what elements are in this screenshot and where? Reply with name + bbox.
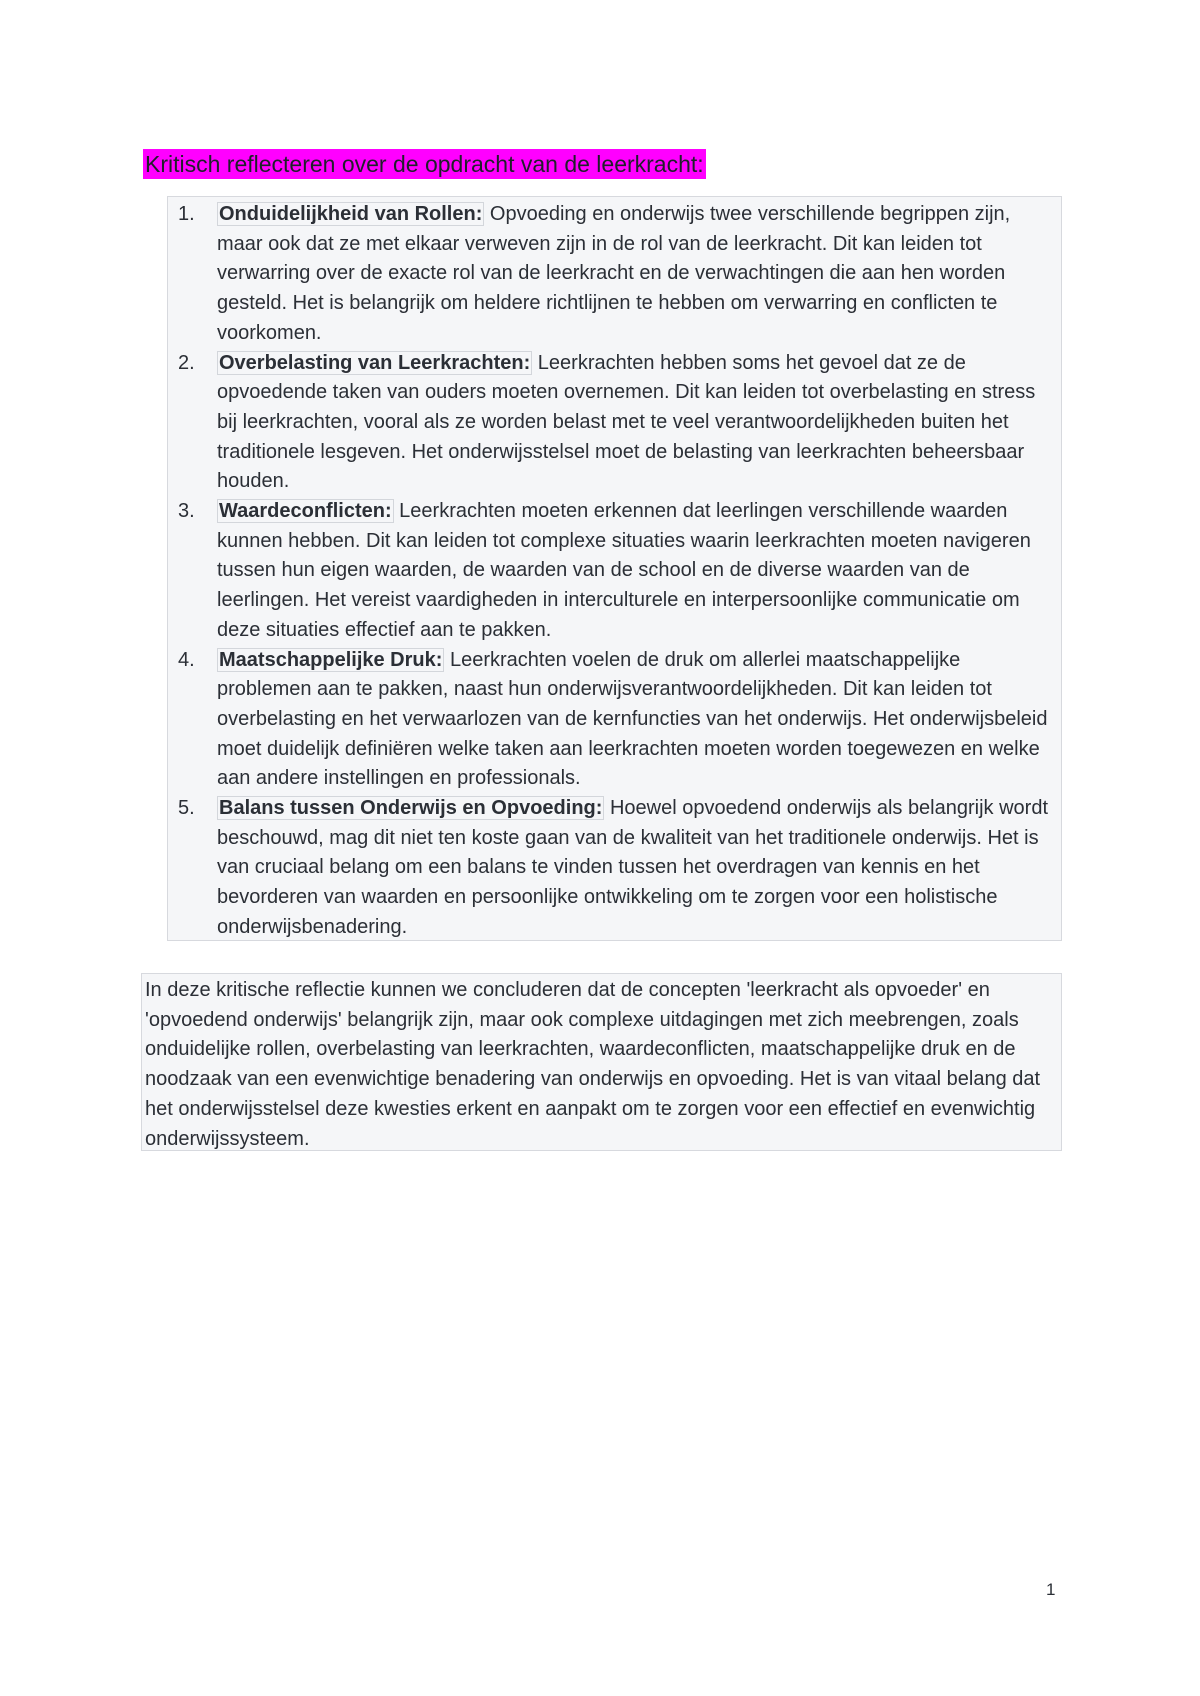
page-number: 1 xyxy=(1046,1580,1056,1599)
list-item xyxy=(168,349,1061,498)
list-item-text: Leerkrachten moeten erkennen dat leerlingen verschillende waarden kunnen hebben. Dit kan leiden tot complexe situaties waarin leerkrachten moeten navigeren tussen hun eigen waarden, de waarden van de school en de diverse waarden van de leerlingen. Het vereist vaardigheden in interculturele en interpersoonlijke communicatie om deze situaties effectief aan te pakken. xyxy=(217,500,1031,641)
list-item-number: 3. xyxy=(178,500,195,523)
list-item-text: Opvoeding en onderwijs twee verschillende begrippen zijn, maar ook dat ze met elkaar verweven zijn in de rol van de leerkracht. Dit kan leiden tot verwarring over de exacte rol van de leerkracht en de verwachtingen die aan hen worden gesteld. Het is belangrijk om heldere richtlijnen te hebben om verwarring en conflicten te voorkomen. xyxy=(217,203,1011,344)
list-item-term: Waardeconflicten: xyxy=(219,500,392,523)
list-item xyxy=(168,794,1061,943)
conclusion-paragraph: In deze kritische reflectie kunnen we concluderen dat de concepten 'leerkracht als opvoeder' en 'opvoedend onderwijs' belangrijk zijn, maar ook complexe uitdagingen met zich meebrengen, zoals onduidelijke rollen, overbelasting van leerkrachten, waardeconflicten, maatschappelijke druk en de noodzaak van een evenwichtige benadering van onderwijs en opvoeding. Het is van vitaal belang dat het onderwijsstelsel deze kwesties erkent en aanpakt om te zorgen voor een effectief en evenwichtig onderwijssysteem. xyxy=(141,973,1062,1151)
list-item-term: Onduidelijkheid van Rollen: xyxy=(219,203,483,225)
list-item-number: 5. xyxy=(178,797,195,820)
list-item-text: Hoewel opvoedend onderwijs als belangrijk wordt beschouwd, mag dit niet ten koste gaan van de kwaliteit van het traditionele onderwijs. Het is van cruciaal belang om een balans te vinden tussen het overdragen van kennis en het bevorderen van waarden en persoonlijke ontwikkeling om te zorgen voor een holistische onderwijsbenadering. xyxy=(217,797,1049,938)
reflection-list xyxy=(168,200,1061,943)
list-item xyxy=(168,200,1061,349)
list-item-number: 4. xyxy=(178,648,195,671)
list-item-number: 2. xyxy=(178,351,195,374)
list-item-term: Overbelasting van Leerkrachten: xyxy=(219,351,531,374)
list-item xyxy=(168,497,1061,646)
list-item-text: Leerkrachten voelen de druk om allerlei maatschappelijke problemen aan te pakken, naast hun onderwijsverantwoordelijkheden. Dit kan leiden tot overbelasting en het verwaarlozen van de kernfuncties van het onderwijs. Het onderwijsbeleid moet duidelijk definiëren welke taken aan leerkrachten moeten worden toegewezen en welke aan andere instellingen en professionals. xyxy=(217,648,1048,790)
list-item-term: Maatschappelijke Druk: xyxy=(219,648,443,671)
list-item-text: Leerkrachten hebben soms het gevoel dat ze de opvoedende taken van ouders moeten overnemen. Dit kan leiden tot overbelasting en stress bij leerkrachten, vooral als ze worden belast met te veel verantwoordelijkheden buiten het traditionele lesgeven. Het onderwijsstelsel moet de belasting van leerkrachten beheersbaar houden. xyxy=(217,351,1036,493)
list-item-term: Balans tussen Onderwijs en Opvoeding: xyxy=(219,797,603,820)
list-item xyxy=(168,646,1061,795)
list-item-number: 1. xyxy=(178,203,195,225)
reflection-list-box xyxy=(167,196,1062,941)
section-heading: Kritisch reflecteren over de opdracht van de leerkracht: xyxy=(145,151,704,177)
